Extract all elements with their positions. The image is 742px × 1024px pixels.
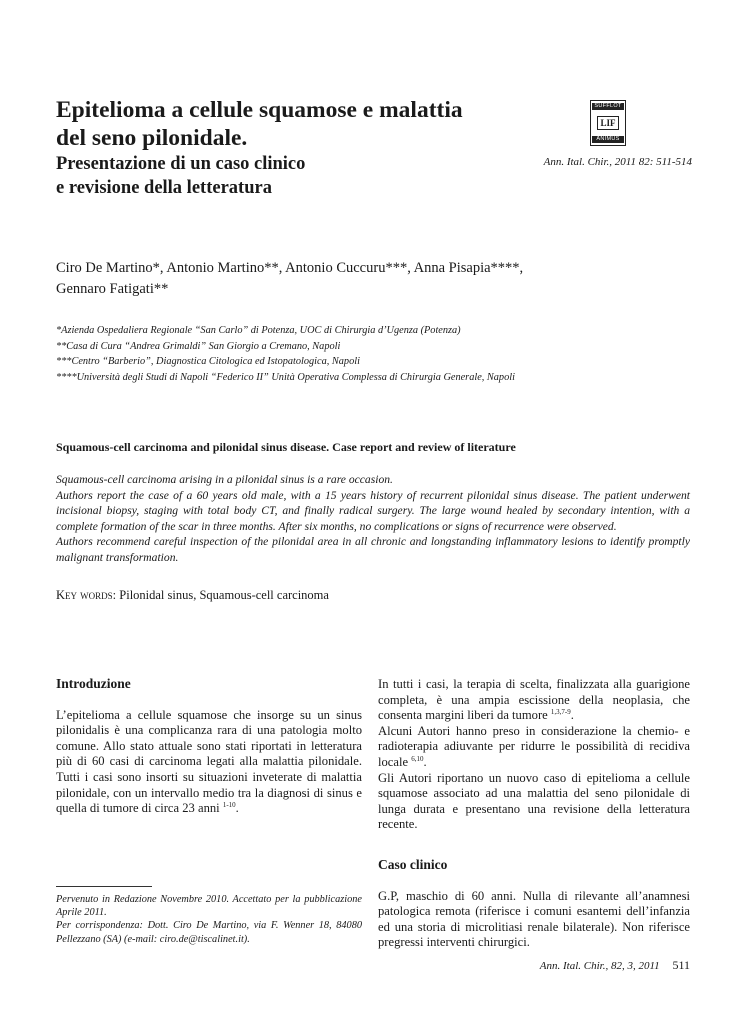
affiliation: **Casa di Cura “Andrea Grimaldi” San Giorgio a Cremano, Napoli xyxy=(56,340,341,352)
logo-top-text: SUFFLOT xyxy=(592,103,624,110)
abstract-paragraph: Authors report the case of a 60 years old male, with a 15 years history of recurrent pilonidal sinus disease. The patient underwent incisional biopsy, staging with total body CT, and finally radical surgery. The large wound healed by secondary intention, with a complete formation of the scar in three months. After six months, no complications or signs of recurrence were observed. xyxy=(56,488,690,533)
section-heading: Introduzione xyxy=(56,676,131,691)
citation-ref: 1,3,7-9 xyxy=(550,708,571,716)
citation-ref: 1-10 xyxy=(222,800,236,809)
affiliation: ****Università degli Studi di Napoli “Federico II” Unità Operativa Complessa di Chirurgia Generale, Napoli xyxy=(56,371,515,383)
section-heading: Caso clinico xyxy=(378,856,448,872)
page-number: 511 xyxy=(672,958,690,972)
subtitle-line: e revisione della letteratura xyxy=(56,178,272,198)
body-paragraph: In tutti i casi, la terapia di scelta, finalizzata alla guarigione completa, è una ampia escissione della neoplasia, che consenta margini liberi da tumore $^{1,3,7-9}$. xyxy=(378,677,690,723)
footnote xyxy=(56,893,362,946)
journal-citation: Ann. Ital. Chir., 2011 82: 511-514 xyxy=(543,156,692,168)
affiliation: *Azienda Ospedaliera Regionale “San Carlo” di Potenza, UOC di Chirurgia d’Ugenza (Potenza) xyxy=(56,325,461,336)
journal-logo xyxy=(590,100,626,146)
intro-section xyxy=(56,676,362,817)
logo-mark: LIF xyxy=(597,116,618,130)
body-paragraph: G.P, maschio di 60 anni. Nulla di rilevante all’anamnesi patologica remota (riferisce i comuni esantemi dell’infanzia ed una storia di microlitiasi renale bilaterale). Non riferisce pregressi interventi chirurgici. xyxy=(378,888,690,950)
keywords-label: Key words xyxy=(56,588,113,602)
affiliation: ***Centro “Barberio”, Diagnostica Citologica ed Istopatologica, Napoli xyxy=(56,356,360,367)
article-title xyxy=(56,96,496,152)
author-line: Gennaro Fatigati** xyxy=(56,281,169,297)
affiliations xyxy=(56,323,696,385)
footnote-divider xyxy=(56,886,152,887)
footnote-received: Pervenuto in Redazione Novembre 2010. Accettato per la pubblicazione Aprile 2011. xyxy=(56,894,362,919)
abstract xyxy=(56,472,690,566)
english-title: Squamous-cell carcinoma and pilonidal sinus disease. Case report and review of literature xyxy=(56,440,516,454)
footer-journal: Ann. Ital. Chir., 82, 3, 2011 xyxy=(539,960,660,972)
right-column xyxy=(378,677,690,951)
body-paragraph: L’epitelioma a cellule squamose che insorge su un sinus pilonidalis è una complicanza rara di una patologia molto comune. Allo stato attuale sono stati riportati in letteratura più di 60 casi di carcinoma legati alla malattia pilonidale. Tutti i casi sono insorti su situazioni inveterate di malattia pilonidale, con un intervallo medio tra la diagnosi di sinus e quella di tumore di circa 23 anni $^{1-10}$. xyxy=(56,707,362,816)
running-footer xyxy=(430,958,690,973)
footnote-correspondence: Per corrispondenza: Dott. Ciro De Martino, via F. Wenner 18, 84080 Pellezzano (SA) (e-mail: ciro.de@tiscalinet.it). xyxy=(56,920,362,945)
title-line: del seno pilonidale. xyxy=(56,125,248,151)
article-subtitle xyxy=(56,152,496,200)
keywords: Key words: Pilonidal sinus, Squamous-cell carcinoma xyxy=(56,588,329,602)
body-paragraph: Gli Autori riportano un nuovo caso di epitelioma a cellule squamose associato ad una malattia del seno pilonidale di lunga durata e presentano una revisione della letteratura recente. xyxy=(378,770,690,832)
body-paragraph: Alcuni Autori hanno preso in considerazione la chemio- e radioterapia adiuvante per ridurre le possibilità di recidiva locale $^{6,10}$. xyxy=(378,723,690,769)
subtitle-line: Presentazione di un caso clinico xyxy=(56,154,306,174)
keywords-text: Pilonidal sinus, Squamous-cell carcinoma xyxy=(119,588,329,602)
author-line: Ciro De Martino*, Antonio Martino**, Antonio Cuccuru***, Anna Pisapia****, xyxy=(56,260,524,276)
author-list xyxy=(56,258,676,300)
citation-ref: 6,10 xyxy=(411,754,424,763)
abstract-paragraph: Squamous-cell carcinoma arising in a pilonidal sinus is a rare occasion. xyxy=(56,473,393,486)
title-line: Epitelioma a cellule squamose e malattia xyxy=(56,97,463,123)
logo-bottom-text: ANIMUS xyxy=(592,136,624,143)
abstract-paragraph: Authors recommend careful inspection of the pilonidal area in all chronic and longstanding inflammatory lesions to identify promptly malignant transformation. xyxy=(56,535,690,564)
